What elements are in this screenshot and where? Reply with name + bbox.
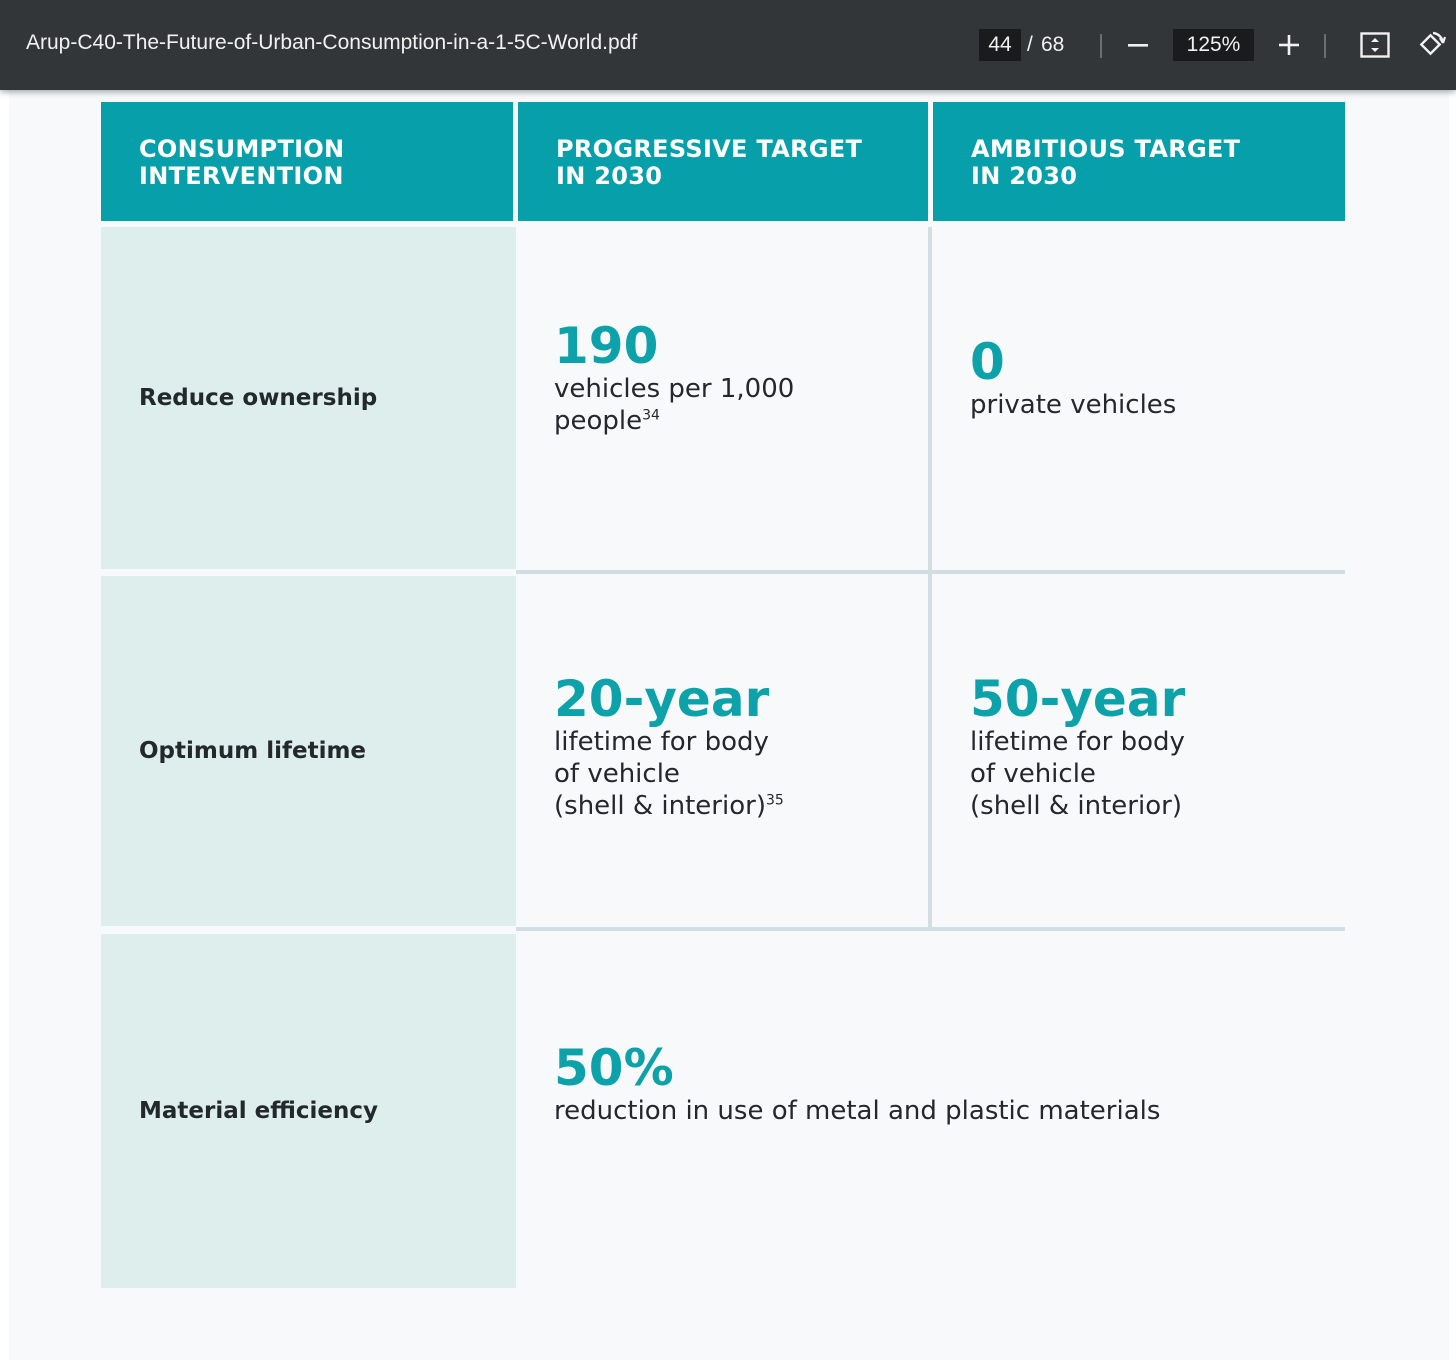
zoom-in-button[interactable] [1271,26,1307,64]
target-description: lifetime for body of vehicle (shell & interior)$^{35}$ [554,726,784,821]
target-value: 50% [554,1038,674,1097]
page-total: 68 [1041,33,1065,56]
header-consumption-intervention: CONSUMPTION INTERVENTION [101,102,513,221]
rotate-icon [1416,30,1446,60]
cell-reduce-ownership-progressive [516,227,928,570]
zoom-out-button[interactable] [1120,26,1156,64]
target-value: 20-year [554,669,770,728]
header-ambitious-target: AMBITIOUS TARGET IN 2030 [933,102,1345,221]
pdf-page [9,90,1449,1360]
cell-reduce-ownership-ambitious [932,227,1345,570]
target-value: 0 [970,332,1005,391]
target-description: private vehicles [970,389,1177,420]
cell-material-efficiency-target [516,931,1345,1288]
fit-page-icon [1360,32,1390,58]
minus-icon [1127,34,1149,56]
fit-page-button[interactable] [1357,26,1393,64]
page-number-input[interactable] [979,29,1021,61]
target-value: 190 [554,316,659,375]
footnote-marker: 34 [642,406,660,423]
target-description: vehicles per 1,000 people$^{34}$ [554,373,795,436]
cell-optimum-lifetime-progressive [516,574,928,927]
footnote-marker: 35 [765,791,784,808]
cell-optimum-lifetime-ambitious [932,574,1345,927]
row-label-optimum-lifetime: Optimum lifetime [101,576,516,926]
row-label-reduce-ownership: Reduce ownership [101,227,516,569]
rotate-button[interactable] [1413,26,1449,64]
document-title: Arup-C40-The-Future-of-Urban-Consumption-in-a-1-5C-World.pdf [26,31,638,54]
header-progressive-target: PROGRESSIVE TARGET IN 2030 [518,102,928,221]
zoom-level[interactable]: 125% [1173,29,1254,61]
row-label-material-efficiency: Material efficiency [101,934,516,1288]
toolbar-divider [1100,34,1102,58]
toolbar-divider [1324,34,1326,58]
target-description: reduction in use of metal and plastic materials [554,1095,1161,1126]
pdf-toolbar [0,0,1456,90]
target-value: 50-year [970,669,1186,728]
target-description: lifetime for body of vehicle (shell & interior) [970,726,1185,821]
page-separator: / [1027,33,1033,56]
plus-icon [1278,34,1300,56]
